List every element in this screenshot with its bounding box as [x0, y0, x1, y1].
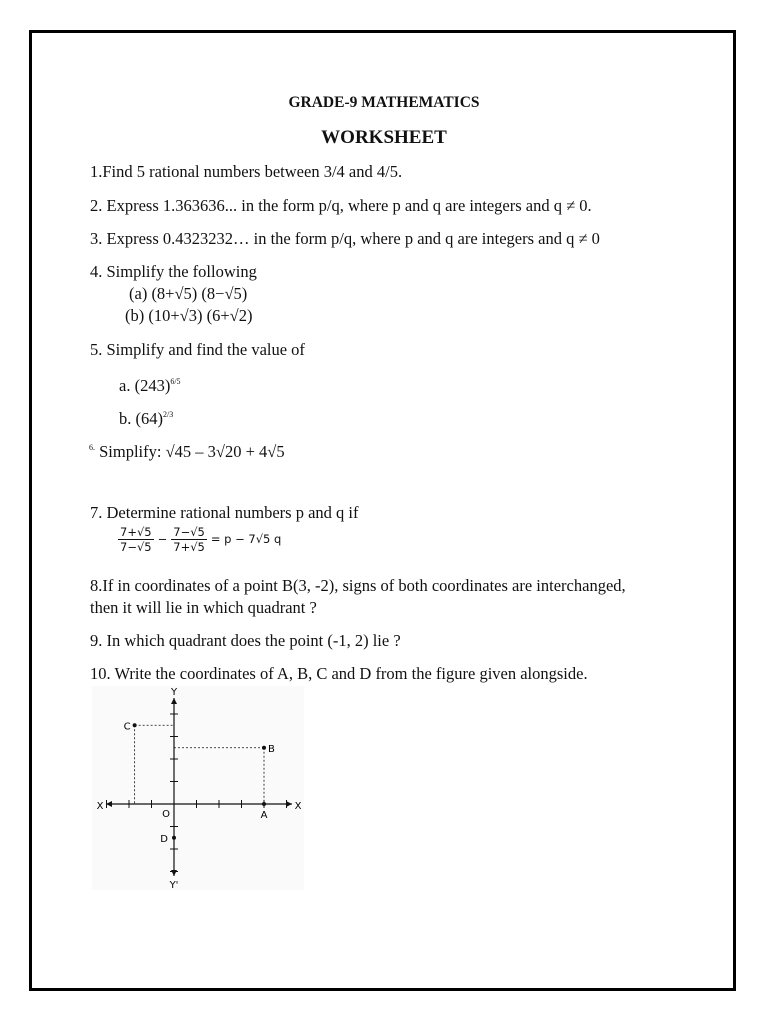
question-5: 5. Simplify and find the value of [90, 340, 305, 359]
question-6 [89, 438, 285, 462]
question-4a: (a) (8+√5) (8−√5) [129, 284, 248, 303]
figure-background [92, 686, 304, 890]
y-neg-axis-label: Y' [169, 880, 179, 890]
question-6-text: Simplify: √45 – 3√20 + 4√5 [99, 442, 285, 461]
fraction-2-denominator: 7+√5 [173, 540, 205, 554]
question-4: 4. Simplify the following [90, 262, 257, 281]
point-a [262, 802, 266, 806]
y-axis-label: Y [170, 687, 178, 698]
question-7: 7. Determine rational numbers p and q if [90, 503, 359, 522]
fraction-1-numerator: 7+√5 [120, 525, 152, 539]
question-5a-base: a. (243) [119, 376, 171, 395]
question-4b: (b) (10+√3) (6+√2) [125, 306, 253, 325]
question-8-line1: 8.If in coordinates of a point B(3, -2), signs of both coordinates are interchanged, [90, 576, 626, 595]
x-neg-axis-label: X [96, 801, 104, 812]
question-10: 10. Write the coordinates of A, B, C and D from the figure given alongside. [90, 664, 588, 683]
fraction-2-numerator: 7−√5 [173, 525, 205, 539]
fraction-1-denominator: 7−√5 [120, 540, 152, 554]
point-c-label: C [123, 721, 131, 733]
question-5a-exponent: 6/5 [170, 377, 181, 386]
question-5b-base: b. (64) [119, 409, 163, 428]
question-5a [119, 372, 181, 396]
minus-sign: − [157, 532, 168, 547]
worksheet-title: WORKSHEET [321, 127, 447, 148]
coordinate-figure [92, 686, 304, 890]
point-d [172, 836, 176, 840]
question-1: 1.Find 5 rational numbers between 3/4 and 4/5. [90, 162, 403, 181]
worksheet-grade-title: GRADE-9 MATHEMATICS [288, 94, 480, 111]
point-b [262, 746, 266, 750]
fraction-1 [118, 525, 154, 554]
point-d-label: D [160, 833, 168, 845]
origin-label: O [162, 809, 170, 820]
question-2: 2. Express 1.363636... in the form p/q, where p and q are integers and q ≠ 0. [90, 196, 592, 215]
question-5b [119, 405, 173, 429]
question-8-line2: then it will lie in which quadrant ? [90, 598, 317, 617]
fraction-2 [171, 525, 207, 554]
question-5b-exponent: 2/3 [163, 410, 174, 419]
question-6-number: 6. [89, 443, 95, 452]
question-9: 9. In which quadrant does the point (-1, 2) lie ? [90, 631, 401, 650]
x-axis-label: X [294, 801, 302, 812]
point-b-label: B [268, 743, 275, 755]
question-3: 3. Express 0.4323232… in the form p/q, where p and q are integers and q ≠ 0 [90, 229, 600, 248]
question-7-equation [118, 525, 281, 554]
point-a-label: A [260, 810, 268, 821]
equation-rhs: = p − 7√5 q [210, 532, 282, 547]
point-c [133, 723, 137, 727]
